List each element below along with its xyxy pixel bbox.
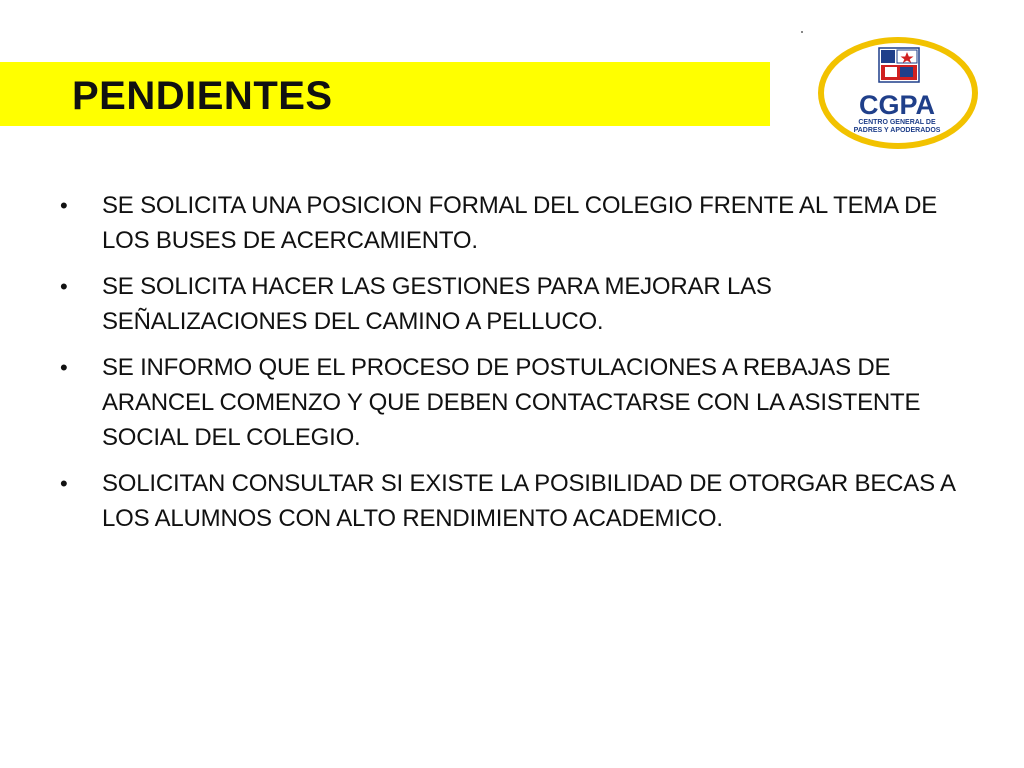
list-item — [60, 269, 980, 339]
bullet-icon: • — [60, 193, 68, 218]
bullet-text: SE SOLICITA HACER LAS GESTIONES PARA MEJORAR LAS SEÑALIZACIONES DEL CAMINO A PELLUCO. — [102, 273, 772, 335]
bullet-icon: • — [60, 274, 68, 299]
list-item — [60, 466, 980, 536]
logo-emblem-icon — [879, 48, 919, 82]
bullet-list — [60, 188, 980, 547]
cgpa-logo — [817, 36, 979, 150]
bullet-text: SE SOLICITA UNA POSICION FORMAL DEL COLEGIO FRENTE AL TEMA DE LOS BUSES DE ACERCAMIENTO. — [102, 192, 938, 254]
logo-acronym: CGPA — [858, 90, 936, 120]
bullet-icon: • — [60, 471, 68, 496]
bullet-text: SOLICITAN CONSULTAR SI EXISTE LA POSIBILIDAD DE OTORGAR BECAS A LOS ALUMNOS CON ALTO RENDIMIENTO ACADEMICO. — [102, 470, 955, 532]
logo-subtitle-line2: PADRES Y APODERADOS — [853, 127, 941, 134]
list-item — [60, 350, 980, 455]
list-item — [60, 188, 980, 258]
bullet-text: SE INFORMO QUE EL PROCESO DE POSTULACIONES A REBAJAS DE ARANCEL COMENZO Y QUE DEBEN CONTACTARSE CON LA ASISTENTE SOCIAL DEL COLEGIO. — [102, 354, 921, 451]
bullet-icon: • — [60, 355, 68, 380]
slide-title: PENDIENTES — [72, 74, 333, 118]
logo-subtitle-line1: CENTRO GENERAL DE — [858, 119, 936, 126]
stray-dot — [801, 31, 803, 33]
